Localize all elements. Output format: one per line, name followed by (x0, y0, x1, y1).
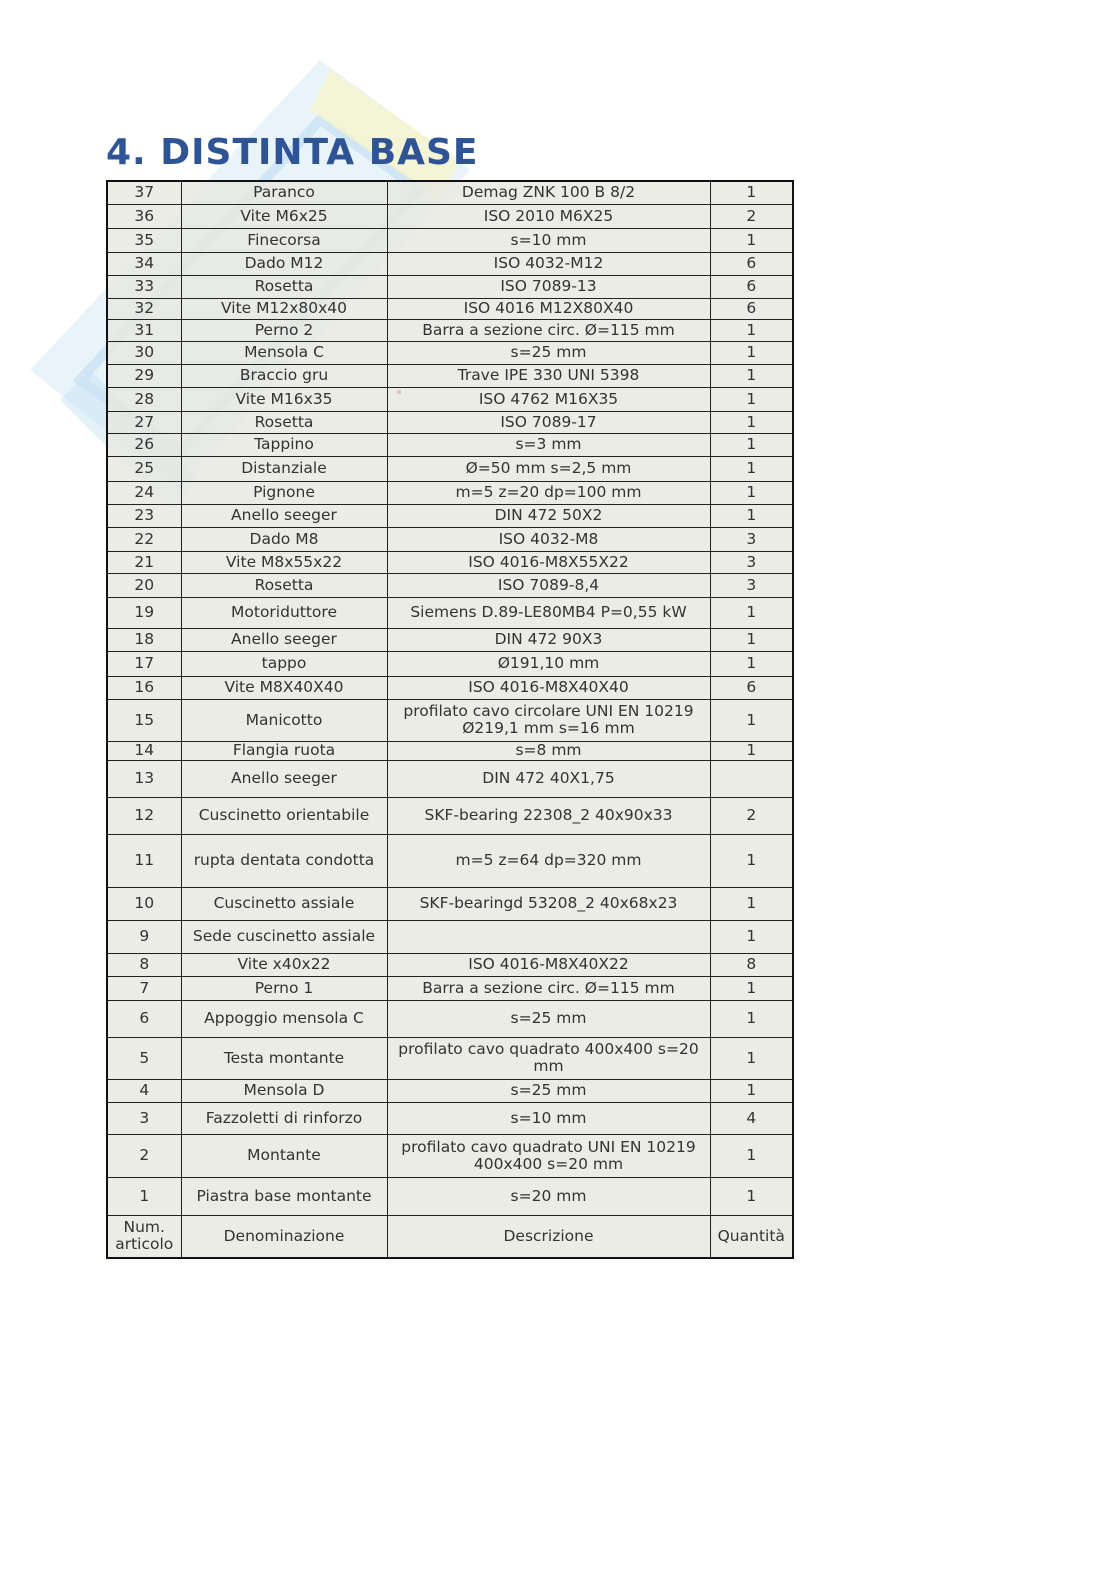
table-row (107, 741, 793, 760)
cell-num: 17 (107, 651, 181, 676)
cell-quantita: 6 (710, 275, 793, 298)
cell-quantita: 1 (710, 1037, 793, 1079)
table-row (107, 275, 793, 298)
cell-num: 26 (107, 433, 181, 456)
cell-num: 14 (107, 741, 181, 760)
cell-num: 29 (107, 364, 181, 387)
cell-descrizione: ISO 7089-8,4 (387, 573, 710, 597)
cell-num: 15 (107, 699, 181, 741)
table-row (107, 1102, 793, 1134)
table-row (107, 204, 793, 228)
cell-quantita: 1 (710, 319, 793, 341)
cell-denominazione: Sede cuscinetto assiale (181, 920, 387, 953)
header-quantita: Quantità (710, 1215, 793, 1258)
cell-quantita: 4 (710, 1102, 793, 1134)
cell-descrizione: s=20 mm (387, 1177, 710, 1215)
table-row (107, 527, 793, 551)
table-row (107, 651, 793, 676)
cell-denominazione: Anello seeger (181, 628, 387, 651)
cell-descrizione: profilato cavo quadrato UNI EN 10219 400x400 s=20 mm (387, 1134, 710, 1177)
cell-descrizione: ISO 4016-M8X55X22 (387, 551, 710, 573)
table-row (107, 551, 793, 573)
cell-denominazione: Appoggio mensola C (181, 1000, 387, 1037)
cell-descrizione: DIN 472 40X1,75 (387, 760, 710, 797)
table-row (107, 252, 793, 275)
table-row (107, 1037, 793, 1079)
table-row (107, 181, 793, 204)
table-row (107, 341, 793, 364)
cell-denominazione: Pignone (181, 481, 387, 504)
cell-quantita: 1 (710, 181, 793, 204)
cell-num: 25 (107, 456, 181, 481)
table-row (107, 976, 793, 1000)
cell-denominazione: Braccio gru (181, 364, 387, 387)
page-title: 4. DISTINTA BASE (106, 132, 479, 173)
cell-quantita: 1 (710, 481, 793, 504)
table-header-row (107, 1215, 793, 1258)
cell-denominazione: Rosetta (181, 275, 387, 298)
cell-denominazione: Vite M12x80x40 (181, 298, 387, 319)
cell-denominazione: Anello seeger (181, 760, 387, 797)
table-row (107, 953, 793, 976)
table-body (107, 181, 793, 1258)
cell-num: 36 (107, 204, 181, 228)
cell-denominazione: Flangia ruota (181, 741, 387, 760)
cell-denominazione: Vite M8X40X40 (181, 676, 387, 699)
cell-descrizione: Demag ZNK 100 B 8/2 (387, 181, 710, 204)
cell-quantita: 1 (710, 504, 793, 527)
table-row (107, 456, 793, 481)
cell-quantita: 2 (710, 797, 793, 834)
cell-num: 27 (107, 411, 181, 433)
table-row (107, 1134, 793, 1177)
cell-descrizione: Barra a sezione circ. Ø=115 mm (387, 319, 710, 341)
cell-descrizione (387, 920, 710, 953)
cell-num: 1 (107, 1177, 181, 1215)
cell-quantita: 2 (710, 204, 793, 228)
cell-denominazione: Montante (181, 1134, 387, 1177)
cell-denominazione: Vite M8x55x22 (181, 551, 387, 573)
header-descrizione: Descrizione (387, 1215, 710, 1258)
cell-denominazione: Mensola C (181, 341, 387, 364)
cell-num: 8 (107, 953, 181, 976)
cell-quantita: 1 (710, 433, 793, 456)
cell-num: 3 (107, 1102, 181, 1134)
table-row (107, 387, 793, 411)
cell-num: 35 (107, 228, 181, 252)
cell-denominazione: Vite M6x25 (181, 204, 387, 228)
cell-quantita: 1 (710, 456, 793, 481)
cell-quantita: 1 (710, 976, 793, 1000)
cell-descrizione: s=10 mm (387, 1102, 710, 1134)
table-row (107, 411, 793, 433)
cell-num: 16 (107, 676, 181, 699)
cell-descrizione: s=25 mm (387, 1079, 710, 1102)
cell-quantita: 1 (710, 887, 793, 920)
cell-quantita: 6 (710, 676, 793, 699)
table-row (107, 319, 793, 341)
cell-quantita: 1 (710, 651, 793, 676)
cell-descrizione: ISO 4762 M16X35 (387, 387, 710, 411)
header-num: Num. articolo (107, 1215, 181, 1258)
cell-num: 22 (107, 527, 181, 551)
cell-quantita: 1 (710, 741, 793, 760)
cell-descrizione: ISO 7089-17 (387, 411, 710, 433)
cell-descrizione: Ø=50 mm s=2,5 mm (387, 456, 710, 481)
table-row (107, 1079, 793, 1102)
cell-num: 13 (107, 760, 181, 797)
cell-descrizione: DIN 472 50X2 (387, 504, 710, 527)
cell-descrizione: m=5 z=20 dp=100 mm (387, 481, 710, 504)
cell-quantita: 6 (710, 298, 793, 319)
cell-descrizione: ISO 4032-M12 (387, 252, 710, 275)
table-row (107, 597, 793, 628)
cell-denominazione: Manicotto (181, 699, 387, 741)
cell-denominazione: Vite x40x22 (181, 953, 387, 976)
cell-descrizione: Trave IPE 330 UNI 5398 (387, 364, 710, 387)
cell-quantita: 1 (710, 228, 793, 252)
table-row (107, 504, 793, 527)
cell-num: 6 (107, 1000, 181, 1037)
cell-num: 18 (107, 628, 181, 651)
table-row (107, 797, 793, 834)
cell-denominazione: Anello seeger (181, 504, 387, 527)
cell-denominazione: Tappino (181, 433, 387, 456)
cell-num: 33 (107, 275, 181, 298)
table-row (107, 1000, 793, 1037)
cell-descrizione: Ø191,10 mm (387, 651, 710, 676)
cell-descrizione: DIN 472 90X3 (387, 628, 710, 651)
cell-num: 4 (107, 1079, 181, 1102)
cell-quantita: 8 (710, 953, 793, 976)
cell-quantita: 1 (710, 628, 793, 651)
table-row (107, 573, 793, 597)
table-row (107, 920, 793, 953)
cell-num: 20 (107, 573, 181, 597)
cell-denominazione: Rosetta (181, 411, 387, 433)
cell-num: 2 (107, 1134, 181, 1177)
table-row (107, 433, 793, 456)
cell-num: 12 (107, 797, 181, 834)
cell-denominazione: Piastra base montante (181, 1177, 387, 1215)
table-row (107, 887, 793, 920)
cell-num: 10 (107, 887, 181, 920)
table-row (107, 364, 793, 387)
cell-descrizione: ISO 4016-M8X40X22 (387, 953, 710, 976)
cell-descrizione: Barra a sezione circ. Ø=115 mm (387, 976, 710, 1000)
cell-descrizione: profilato cavo quadrato 400x400 s=20 mm (387, 1037, 710, 1079)
cell-descrizione: s=8 mm (387, 741, 710, 760)
cell-quantita: 1 (710, 920, 793, 953)
cell-denominazione: Vite M16x35 (181, 387, 387, 411)
cell-quantita: 3 (710, 551, 793, 573)
cell-descrizione: m=5 z=64 dp=320 mm (387, 834, 710, 887)
cell-quantita: 1 (710, 597, 793, 628)
cell-denominazione: Fazzoletti di rinforzo (181, 1102, 387, 1134)
cell-quantita: 6 (710, 252, 793, 275)
cell-denominazione: Perno 1 (181, 976, 387, 1000)
bill-of-materials-table (106, 180, 794, 1259)
cell-quantita: 1 (710, 364, 793, 387)
cell-num: 32 (107, 298, 181, 319)
cell-quantita: 1 (710, 1134, 793, 1177)
cell-num: 5 (107, 1037, 181, 1079)
cell-quantita: 1 (710, 341, 793, 364)
cell-quantita: 1 (710, 834, 793, 887)
cell-denominazione: Dado M12 (181, 252, 387, 275)
cell-denominazione: Dado M8 (181, 527, 387, 551)
cell-descrizione: ISO 4016 M12X80X40 (387, 298, 710, 319)
cell-descrizione: s=25 mm (387, 1000, 710, 1037)
cell-num: 23 (107, 504, 181, 527)
cell-descrizione: ISO 2010 M6X25 (387, 204, 710, 228)
cell-descrizione: ISO 7089-13 (387, 275, 710, 298)
cell-denominazione: Perno 2 (181, 319, 387, 341)
table-row (107, 628, 793, 651)
cell-descrizione: SKF-bearing 22308_2 40x90x33 (387, 797, 710, 834)
cell-descrizione: s=3 mm (387, 433, 710, 456)
cell-quantita: 1 (710, 699, 793, 741)
cell-num: 34 (107, 252, 181, 275)
cell-denominazione: Distanziale (181, 456, 387, 481)
cell-num: 7 (107, 976, 181, 1000)
cell-descrizione: ISO 4016-M8X40X40 (387, 676, 710, 699)
cell-descrizione: SKF-bearingd 53208_2 40x68x23 (387, 887, 710, 920)
cell-num: 21 (107, 551, 181, 573)
table-row (107, 1177, 793, 1215)
cell-num: 19 (107, 597, 181, 628)
cell-descrizione: s=25 mm (387, 341, 710, 364)
cell-num: 24 (107, 481, 181, 504)
cell-quantita: 1 (710, 411, 793, 433)
cell-denominazione: Motoriduttore (181, 597, 387, 628)
cell-descrizione: ISO 4032-M8 (387, 527, 710, 551)
cell-denominazione: Cuscinetto assiale (181, 887, 387, 920)
cell-quantita: 1 (710, 1177, 793, 1215)
cell-num: 11 (107, 834, 181, 887)
table-row (107, 481, 793, 504)
cell-num: 9 (107, 920, 181, 953)
cell-denominazione: rupta dentata condotta (181, 834, 387, 887)
cell-descrizione: s=10 mm (387, 228, 710, 252)
table-row (107, 676, 793, 699)
cell-quantita: 1 (710, 1079, 793, 1102)
cell-denominazione: Mensola D (181, 1079, 387, 1102)
cell-denominazione: Finecorsa (181, 228, 387, 252)
cell-quantita: 1 (710, 1000, 793, 1037)
cell-num: 30 (107, 341, 181, 364)
cell-quantita: 3 (710, 573, 793, 597)
cell-quantita: 1 (710, 387, 793, 411)
cell-quantita (710, 760, 793, 797)
cell-descrizione: Siemens D.89-LE80MB4 P=0,55 kW (387, 597, 710, 628)
header-denominazione: Denominazione (181, 1215, 387, 1258)
cell-num: 31 (107, 319, 181, 341)
cell-denominazione: Paranco (181, 181, 387, 204)
cell-denominazione: Testa montante (181, 1037, 387, 1079)
cell-quantita: 3 (710, 527, 793, 551)
cell-denominazione: tappo (181, 651, 387, 676)
cell-num: 37 (107, 181, 181, 204)
cell-denominazione: Cuscinetto orientabile (181, 797, 387, 834)
cell-denominazione: Rosetta (181, 573, 387, 597)
table-row (107, 699, 793, 741)
table-row (107, 834, 793, 887)
table-row (107, 298, 793, 319)
cell-num: 28 (107, 387, 181, 411)
cell-descrizione: profilato cavo circolare UNI EN 10219 Ø219,1 mm s=16 mm (387, 699, 710, 741)
table-row (107, 760, 793, 797)
table-row (107, 228, 793, 252)
